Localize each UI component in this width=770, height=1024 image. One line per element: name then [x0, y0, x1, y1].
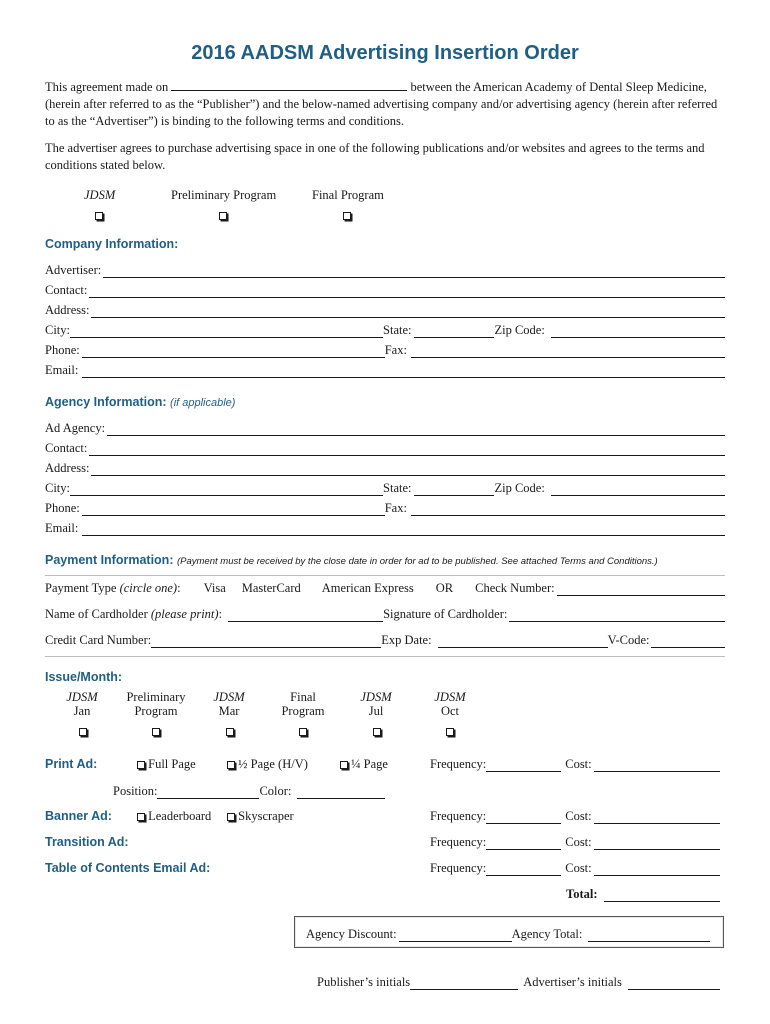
position-field[interactable]	[157, 786, 259, 799]
agency-state-label: State:	[383, 481, 412, 495]
issue-final-checkbox[interactable]	[299, 728, 307, 736]
banner-ad-heading: Banner Ad:	[45, 809, 112, 823]
issue-jul-checkbox[interactable]	[373, 728, 381, 736]
issue-oct-checkbox[interactable]	[446, 728, 454, 736]
toc-frequency-field[interactable]	[486, 863, 561, 876]
page-title: 2016 AADSM Advertising Insertion Order	[191, 42, 579, 64]
payment-type-row	[45, 580, 725, 596]
frequency-label: Frequency:	[430, 861, 487, 875]
transition-frequency-row	[430, 834, 720, 850]
print-cost-field[interactable]	[594, 759, 720, 772]
agency-fax-label: Fax:	[384, 501, 407, 515]
frequency-label: Frequency:	[430, 809, 487, 823]
print-half-page-checkbox[interactable]	[227, 761, 235, 769]
issue-pub-label: JDSM	[213, 690, 245, 704]
agency-phone-label: Phone:	[45, 501, 80, 515]
toc-cost-field[interactable]	[594, 863, 720, 876]
agency-total-field[interactable]	[588, 929, 710, 942]
issue-jdsm-oct	[420, 690, 480, 718]
agency-name-label: Ad Agency:	[45, 421, 106, 435]
zip-label: Zip Code:	[494, 323, 545, 337]
payment-type-colon: :	[177, 581, 181, 595]
print-half-page-option[interactable]	[227, 757, 308, 772]
total-row	[566, 886, 720, 902]
agency-contact-label: Contact:	[45, 441, 88, 455]
initials-row	[317, 974, 720, 990]
advertiser-row	[45, 262, 725, 278]
agency-fax-field[interactable]	[411, 503, 725, 516]
total-label: Total:	[566, 887, 598, 901]
color-field[interactable]	[297, 786, 385, 799]
agency-zip-label: Zip Code:	[494, 481, 545, 495]
banner-leaderboard-checkbox[interactable]	[137, 813, 145, 821]
toc-ad-heading: Table of Contents Email Ad:	[45, 861, 211, 875]
payment-type-label: Payment Type	[45, 581, 117, 595]
toc-frequency-row	[430, 860, 720, 876]
agency-name-field[interactable]	[107, 423, 725, 436]
agreement-text-2: conditions stated below.	[45, 158, 166, 172]
issue-month-label: Program	[134, 704, 178, 718]
cost-label: Cost:	[565, 861, 592, 875]
intro-text-3: (herein after referred to as the “Publisher”) and the below-named advertising company and/or advertising agency (herein after referred	[45, 97, 718, 111]
advertiser-initials-field[interactable]	[628, 977, 720, 990]
phone-label: Phone:	[45, 343, 80, 357]
exp-date-label: Exp Date:	[381, 633, 432, 647]
agreement-text-1: The advertiser agrees to purchase advertising space in one of the following publications and/or websites and agrees to the terms and	[45, 141, 705, 155]
publication-preliminary-label: Preliminary Program	[171, 188, 277, 202]
vcode-label: V-Code:	[607, 633, 650, 647]
agency-phone-row	[45, 500, 725, 516]
publication-final-label: Final Program	[312, 188, 384, 202]
cost-label: Cost:	[565, 835, 592, 849]
card-number-field[interactable]	[151, 635, 381, 648]
cardholder-colon: :	[218, 607, 223, 621]
exp-date-field[interactable]	[438, 635, 608, 648]
position-color-row	[113, 783, 385, 799]
signature-field[interactable]	[509, 609, 725, 622]
agency-state-field[interactable]	[414, 483, 494, 496]
agency-discount-field[interactable]	[399, 929, 512, 942]
vcode-field[interactable]	[651, 635, 725, 648]
agency-address-field[interactable]	[91, 463, 725, 476]
issue-pub-label: Final	[290, 690, 316, 704]
email-row	[45, 362, 725, 378]
advertiser-initials-label: Advertiser’s initials	[523, 975, 622, 989]
publication-jdsm-label: JDSM	[84, 188, 116, 202]
check-number-label: Check Number:	[475, 581, 555, 595]
cardholder-hint: (please print)	[150, 607, 219, 621]
email-label: Email:	[45, 363, 79, 377]
agency-city-label: City:	[45, 481, 71, 495]
address-row	[45, 302, 725, 318]
cardholder-label: Name of Cardholder	[45, 607, 148, 621]
issue-pub-label: JDSM	[66, 690, 98, 704]
issue-jdsm-jul	[346, 690, 406, 718]
payment-heading	[45, 553, 658, 567]
total-field[interactable]	[604, 889, 721, 902]
print-frequency-field[interactable]	[486, 759, 561, 772]
agency-address-row	[45, 460, 725, 476]
card-number-row	[45, 632, 725, 648]
transition-frequency-field[interactable]	[486, 837, 561, 850]
phone-field[interactable]	[82, 345, 385, 358]
agency-note: (if applicable)	[170, 397, 236, 409]
cardholder-field[interactable]	[228, 609, 383, 622]
issue-mar-checkbox[interactable]	[226, 728, 234, 736]
position-label: Position:	[113, 784, 158, 798]
agency-heading	[45, 395, 235, 409]
card-number-label: Credit Card Number:	[45, 633, 152, 647]
print-quarter-page-option[interactable]	[340, 757, 388, 772]
amex-option[interactable]: American Express	[321, 581, 414, 595]
agency-discount-box	[294, 916, 724, 948]
agency-contact-row	[45, 440, 725, 456]
agency-zip-field[interactable]	[551, 483, 725, 496]
issue-month-label: Oct	[440, 704, 460, 718]
intro-text-2: between the American Academy of Dental Sleep Medicine,	[410, 80, 707, 94]
intro-text-4: to as the “Advertiser”) is binding to the following terms and conditions.	[45, 114, 404, 128]
payment-heading-text: Payment Information:	[45, 553, 174, 567]
agency-address-label: Address:	[45, 461, 90, 475]
cardholder-row	[45, 606, 725, 622]
city-field[interactable]	[70, 325, 383, 338]
banner-cost-field[interactable]	[594, 811, 720, 824]
advertiser-field[interactable]	[103, 265, 725, 278]
payment-note: (Payment must be received by the close date in order for ad to be published. See attached Terms and Conditions.)	[176, 556, 658, 567]
publication-final-checkbox[interactable]	[343, 212, 351, 220]
issue-heading: Issue/Month:	[45, 670, 123, 684]
address-field[interactable]	[91, 305, 725, 318]
agency-email-row	[45, 520, 725, 536]
or-label: OR	[435, 581, 454, 595]
agency-contact-field[interactable]	[89, 443, 725, 456]
agency-heading-text: Agency Information:	[45, 395, 167, 409]
state-field[interactable]	[414, 325, 494, 338]
city-label: City:	[45, 323, 71, 337]
frequency-label: Frequency:	[430, 835, 487, 849]
banner-skyscraper-label: Skyscraper	[238, 809, 294, 823]
banner-frequency-field[interactable]	[486, 811, 561, 824]
publisher-initials-field[interactable]	[410, 977, 518, 990]
intro-paragraph	[45, 78, 735, 130]
print-full-page-option[interactable]	[137, 757, 196, 772]
issue-pub-label: JDSM	[360, 690, 392, 704]
frequency-label: Frequency:	[430, 757, 487, 771]
banner-skyscraper-checkbox[interactable]	[227, 813, 235, 821]
issue-month-label: Mar	[218, 704, 240, 718]
issue-jan-checkbox[interactable]	[79, 728, 87, 736]
print-quarter-page-checkbox[interactable]	[340, 761, 348, 769]
transition-cost-field[interactable]	[594, 837, 720, 850]
issue-month-label: Jan	[73, 704, 91, 718]
address-label: Address:	[45, 303, 90, 317]
publication-jdsm-checkbox[interactable]	[95, 212, 103, 220]
print-full-page-label: Full Page	[148, 757, 196, 771]
banner-leaderboard-option[interactable]	[137, 809, 211, 824]
zip-field[interactable]	[551, 325, 725, 338]
issue-month-label: Jul	[368, 704, 384, 718]
issue-month-label: Program	[281, 704, 325, 718]
fax-field[interactable]	[411, 345, 725, 358]
publication-preliminary-checkbox[interactable]	[219, 212, 227, 220]
agency-name-row	[45, 420, 725, 436]
signature-label: Signature of Cardholder:	[383, 607, 508, 621]
agreement-date-field[interactable]	[171, 78, 407, 91]
issue-preliminary-checkbox[interactable]	[152, 728, 160, 736]
mastercard-option[interactable]: MasterCard	[241, 581, 301, 595]
intro-text-1: This agreement made on	[45, 80, 169, 94]
contact-label: Contact:	[45, 283, 88, 297]
issue-jdsm-mar	[199, 690, 259, 718]
email-field[interactable]	[82, 365, 725, 378]
agency-city-field[interactable]	[70, 483, 383, 496]
agency-discount-row	[306, 926, 710, 942]
issue-pub-label: JDSM	[434, 690, 466, 704]
agency-email-label: Email:	[45, 521, 79, 535]
issue-preliminary-program	[116, 690, 196, 718]
issue-final-program	[268, 690, 338, 718]
issue-pub-label: Preliminary	[126, 690, 186, 704]
payment-type-hint: (circle one)	[119, 581, 178, 595]
agency-city-row	[45, 480, 725, 496]
transition-ad-heading: Transition Ad:	[45, 835, 129, 849]
check-number-field[interactable]	[557, 583, 725, 596]
payment-divider-top	[45, 575, 725, 576]
issue-jdsm-jan	[52, 690, 112, 718]
contact-row	[45, 282, 725, 298]
agency-email-field[interactable]	[82, 523, 725, 536]
print-ad-heading: Print Ad:	[45, 757, 98, 771]
print-full-page-checkbox[interactable]	[137, 761, 145, 769]
state-label: State:	[383, 323, 412, 337]
cost-label: Cost:	[565, 809, 592, 823]
color-label: Color:	[259, 784, 292, 798]
agency-total-label: Agency Total:	[511, 927, 583, 941]
banner-frequency-row	[430, 808, 720, 824]
agency-discount-label: Agency Discount:	[306, 927, 397, 941]
agreement-paragraph	[45, 140, 735, 174]
cost-label: Cost:	[565, 757, 592, 771]
print-frequency-row	[430, 756, 720, 772]
banner-skyscraper-option[interactable]	[227, 809, 294, 824]
contact-field[interactable]	[89, 285, 725, 298]
print-half-page-label: ½ Page (H/V)	[238, 757, 308, 771]
banner-leaderboard-label: Leaderboard	[148, 809, 212, 823]
advertiser-label: Advertiser:	[45, 263, 102, 277]
agency-phone-field[interactable]	[82, 503, 385, 516]
visa-option[interactable]: Visa	[203, 581, 226, 595]
payment-divider-bottom	[45, 656, 725, 657]
company-heading: Company Information:	[45, 237, 179, 251]
phone-row	[45, 342, 725, 358]
print-quarter-page-label: ¼ Page	[351, 757, 388, 771]
fax-label: Fax:	[384, 343, 407, 357]
city-row	[45, 322, 725, 338]
publisher-initials-label: Publisher’s initials	[317, 975, 411, 989]
